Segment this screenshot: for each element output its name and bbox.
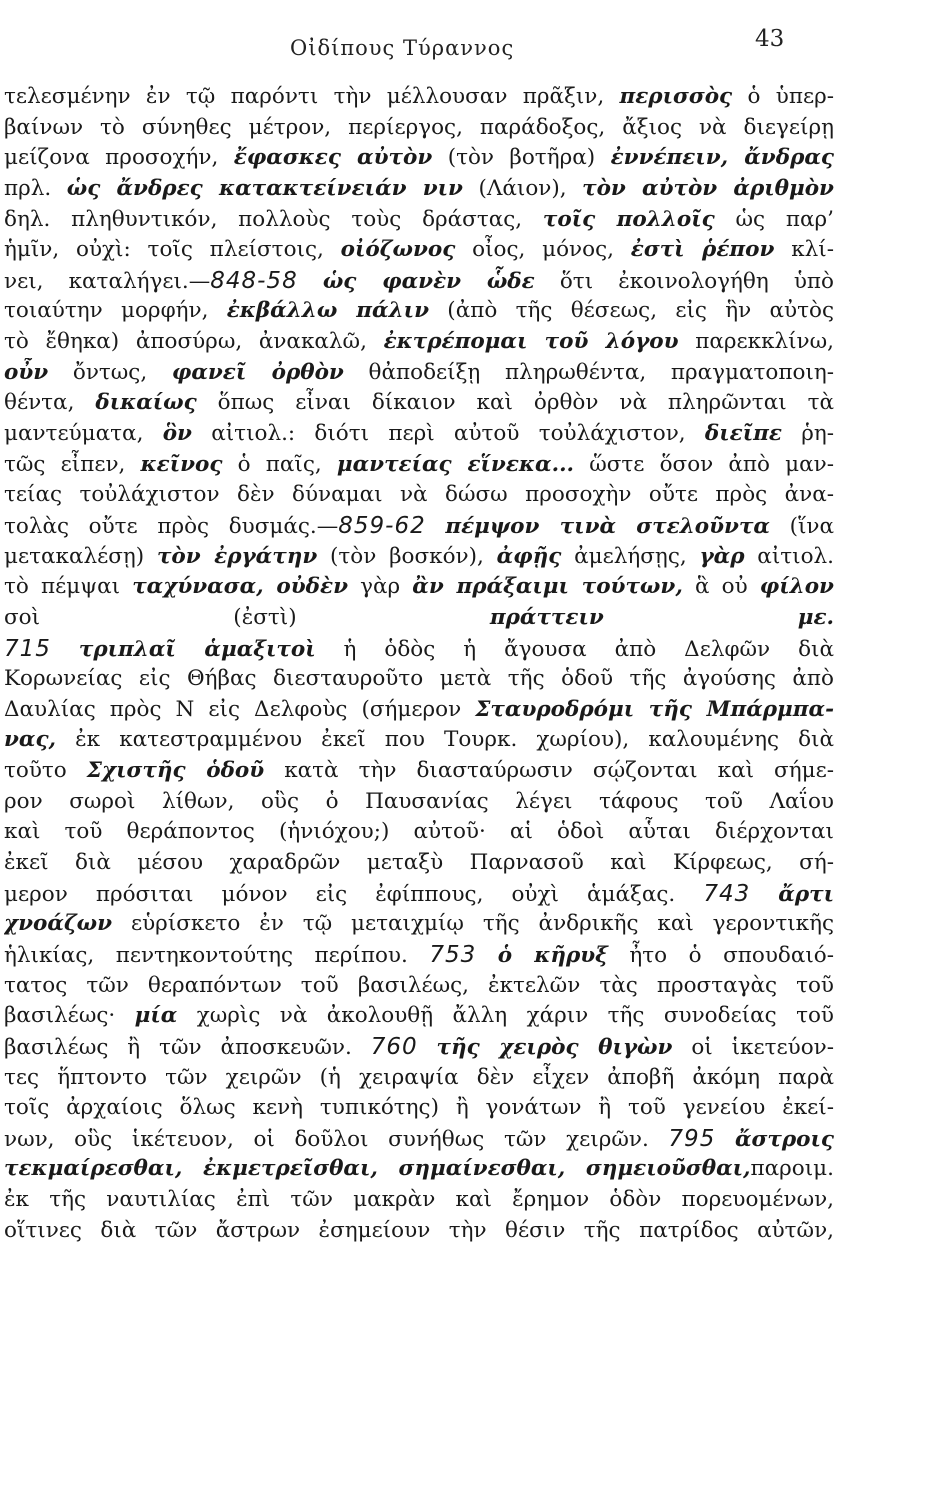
text-run: θέντα, [4,390,96,416]
text-run: γὰρ [347,574,413,600]
lemma-text: οὖν [4,359,49,385]
text-line [4,1001,834,1032]
lemma-text: ἐστὶ ῥέπον [630,237,775,263]
text-line [4,358,834,389]
text-run [476,943,498,968]
lemma-text: ἀφῇς [496,543,562,569]
text-line [4,603,834,634]
text-run [750,882,778,907]
lemma-text: μία [134,1003,178,1029]
text-run: οἵτινες διὰ τῶν ἄστρων ἐσημείουν τὴν θέσιν τῆς πατρίδος αὐτῶν, [4,1217,834,1243]
lemma-text: ἔφασκες αὐτὸν [233,145,433,171]
running-title: Οἰδίπους Τύραννος [290,36,515,60]
text-run [51,637,79,662]
lemma-text: τῆς χειρὸς θιγὼν [436,1034,673,1060]
text-run: (τὸν βοσκόν), [317,543,497,569]
text-line [4,1216,834,1247]
text-line [4,174,834,205]
text-line [4,143,834,174]
lemma-text: ταχύνασα, οὐδὲν [132,574,348,600]
text-run: (ἀπὸ τῆς θέσεως, εἰς ἣν αὐτὸς [429,298,834,324]
line-reference: 743 [703,880,751,907]
text-line [4,817,834,848]
text-line [4,695,834,726]
text-line [4,1032,834,1063]
lemma-text: γὰρ [699,543,745,569]
text-line [4,388,834,419]
text-line [4,235,834,266]
lemma-text: περισσὸς [619,84,733,109]
lemma-text: ἐννέπειν, ἄνδρας [610,145,834,171]
text-run: παρεκκλίνω, [678,329,834,355]
text-run: αἰτιολ. [744,543,834,569]
text-run: καὶ τοῦ θεράποντος (ἡνιόχου;) αὐτοῦ· αἱ ὁδοὶ αὗται διέρχονται [4,819,834,845]
text-line [4,82,834,113]
text-run: ἦτο ὁ σπουδαιό- [607,942,834,968]
text-line [4,511,834,542]
text-line [4,634,834,665]
text-line [4,450,834,481]
text-run [426,514,446,539]
text-line [4,542,834,573]
text-line [4,266,834,297]
lemma-text: ἐκτρέπομαι τοῦ λόγου [383,329,679,355]
text-line [4,572,834,603]
text-run: τοῖς ἀρχαίοις ὅλως κενὴ τυπικότης) ἢ γονάτων ἢ τοῦ γενείου ἐκεί- [4,1095,834,1121]
lemma-text: τοῖς πολλοῖς [542,206,715,232]
text-run: δηλ. πληθυντικόν, πολλοὺς τοὺς δράστας, [4,206,543,232]
text-run: οἱ ἱκετεύον- [672,1034,834,1060]
text-run: (Λάιον), [462,175,583,201]
text-run: ἃ οὐ [682,574,760,600]
lemma-text: νας, [4,727,57,753]
lemma-text: πράττειν με. [489,604,834,630]
text-run: ὡς παρ’ [714,206,834,232]
lemma-text: τὸν αὐτὸν ἀριθμὸν [582,175,834,201]
text-line [4,971,834,1002]
text-line [4,909,834,940]
text-line [4,787,834,818]
lemma-text: μαντείας εἵνεκα... [336,451,575,477]
text-line [4,664,834,695]
text-run: οἶος, μόνος, [455,237,631,263]
text-line [4,879,834,910]
text-line [4,848,834,879]
text-line [4,1154,834,1185]
text-run: τοιαύτην μορφήν, [4,298,227,324]
text-line [4,205,834,236]
text-run: ἐκ τῆς ναυτιλίας ἐπὶ τῶν μακρὰν καὶ ἔρημον ὁδὸν πορευομένων, [4,1187,834,1213]
text-run: μείζονα προσοχήν, [4,145,234,171]
text-run: ὁ παῖς, [222,451,337,477]
lemma-text: ἄρτι [778,881,834,907]
text-line [4,419,834,450]
page-number: 43 [755,26,785,52]
text-run: (ἵνα [769,513,834,539]
lemma-text: ὡς ἄνδρες κατακτείνειάν νιν [66,175,463,201]
text-run: ἀμελήσῃς, [561,543,700,569]
text-run: (τὸν βοτῆρα) [432,145,611,171]
text-run: μαντεύματα, [4,421,163,447]
lemma-text: κεῖνος [140,451,223,477]
text-run: αἰτιολ.: διότι περὶ αὐτοῦ τοὐλάχιστον, [191,421,705,447]
text-run: ἡμῖν, οὐχὶ: τοῖς πλείστοις, [4,237,341,263]
line-reference: 859-62 [338,512,426,539]
lemma-text: φίλον [759,574,834,600]
running-head [0,26,942,74]
text-run: βασιλέως ἢ τῶν ἀποσκευῶν. [4,1034,371,1060]
text-run: τελεσμένην ἐν τῷ παρόντι τὴν μέλλουσαν πρᾶξιν, [4,84,620,109]
text-run: τοῦτο [4,758,87,784]
text-run: μερον πρόσιται μόνον εἰς ἐφίππους, οὐχὶ ἁμάξας. [4,881,704,907]
lemma-text: πέμψον τινὰ στελοῦντα [445,513,770,539]
text-run: βαίνων τὸ σύνηθες μέτρον, περίεργος, παράδοξος, ἄξιος νὰ διεγείρῃ [4,114,834,140]
lemma-text: Σταυροδρόμι τῆς Μπάρμπα- [475,696,834,722]
lemma-text: ὡς φανὲν ὧδε [322,268,535,294]
lemma-text: διεῖπε [704,421,782,447]
text-run: κλί- [774,237,834,263]
text-line [4,1063,834,1094]
text-run: τολὰς οὔτε πρὸς δυσμάς.— [4,513,339,539]
lemma-text: φανεῖ ὀρθὸν [171,359,344,385]
lemma-text: δικαίως [95,390,197,416]
text-run: εὑρίσκετο ἐν τῷ μεταιχμίῳ τῆς ἀνδρικῆς καὶ γεροντικῆς [112,911,834,937]
lemma-text: ὁ κῆρυξ [497,942,608,968]
text-run: χωρὶς νὰ ἀκολουθῇ ἄλλη χάριν τῆς συνοδείας τοῦ [177,1003,834,1029]
text-run: βασιλέως· [4,1003,135,1029]
text-run: πρλ. [4,175,67,201]
lemma-text: οἰόζωνος [340,237,456,263]
text-run: ἐκ κατεστραμμένου ἐκεῖ που Τουρκ. χωρίου), καλουμένης διὰ [56,727,834,753]
text-line [4,480,834,511]
text-run [418,1035,437,1060]
text-run: τατος τῶν θεραπόντων τοῦ βασιλέως, ἐκτελῶν τὰς προσταγὰς τοῦ [4,972,834,998]
line-reference: 848-58 [210,267,298,294]
text-line [4,756,834,787]
text-run: θἀποδείξῃ πληρωθέντα, πραγματοποιη- [343,359,834,385]
text-run: κατὰ τὴν διασταύρωσιν σῴζονται καὶ σήμε- [264,758,834,784]
text-run: ἡλικίας, πεντηκοντούτης περίπου. [4,942,430,968]
text-run: ὥστε ὅσον ἀπὸ μαν- [574,451,834,477]
text-run: ὄντως, [48,359,172,385]
text-run: ἐκεῖ διὰ μέσου χαραδρῶν μεταξὺ Παρνασοῦ καὶ Κίρφεως, σή- [4,850,834,876]
line-reference: 795 [668,1125,716,1152]
line-reference: 753 [429,941,477,968]
lemma-text: ἄστροις [734,1126,834,1152]
text-run: ὁ ὑπερ- [732,84,834,109]
text-line [4,725,834,756]
text-line [4,296,834,327]
text-line [4,113,834,144]
text-run: τὸ ἔθηκα) ἀποσύρω, ἀνακαλῶ, [4,329,384,355]
commentary-body [4,82,834,1246]
text-run: τῶς εἶπεν, [4,451,141,477]
lemma-text: Σχιστῆς ὁδοῦ [86,758,265,784]
lemma-text: ἐκβάλλω πάλιν [226,298,429,324]
text-run: τες ἥπτοντο τῶν χειρῶν (ἡ χειραψία δὲν εἶχεν ἀποβῆ ἀκόμη παρὰ [4,1064,834,1090]
text-line [4,1185,834,1216]
text-run: μετακαλέσῃ) [4,543,157,569]
text-run: ρον σωροὶ λίθων, οὓς ὁ Παυσανίας λέγει τάφους τοῦ Λαΐου [4,788,834,814]
text-run: Κορωνείας εἰς Θήβας διεσταυροῦτο μετὰ τῆς ὁδοῦ τῆς ἀγούσης ἀπὸ [4,666,834,692]
text-run: ὅτι ἐκοινολογήθη ὑπὸ [534,268,834,294]
text-run: ἡ ὁδὸς ἡ ἄγουσα ἀπὸ Δελφῶν διὰ [315,636,834,662]
text-run: ὅπως εἶναι δίκαιον καὶ ὀρθὸν νὰ πληρῶνται τὰ [196,390,834,416]
lemma-text: τὸν ἐργάτην [156,543,318,569]
text-run: παροιμ. [750,1156,834,1182]
text-line [4,327,834,358]
line-reference: 760 [370,1033,418,1060]
lemma-text: χνοάζων [4,911,113,937]
text-run: ῥη- [781,421,834,447]
text-line [4,1124,834,1155]
text-run [715,1127,735,1152]
text-run: Δαυλίας πρὸς Ν εἰς Δελφοὺς (σήμερον [4,696,476,722]
text-line [4,940,834,971]
text-run: τείας τοὐλάχιστον δὲν δύναμαι νὰ δώσω προσοχὴν οὔτε πρὸς ἀνα- [4,482,834,508]
text-run: νων, οὓς ἱκέτευον, οἱ δοῦλοι συνήθως τῶν χειρῶν. [4,1126,669,1152]
text-run: νει, καταλήγει.— [4,268,211,294]
text-run [298,269,323,294]
lemma-text: ἂν πράξαιμι τούτων, [412,574,683,600]
lemma-text: τεκμαίρεσθαι, ἐκμετρεῖσθαι, σημαίνεσθαι, σημειοῦσθαι, [4,1156,751,1182]
lemma-text: ὃν [162,421,192,447]
text-run: σοὶ (ἐστὶ) [4,604,490,630]
lemma-text: τριπλαῖ ἁμαξιτοὶ [78,636,316,662]
text-run: τὸ πέμψαι [4,574,133,600]
text-line [4,1093,834,1124]
line-reference: 715 [4,635,51,662]
